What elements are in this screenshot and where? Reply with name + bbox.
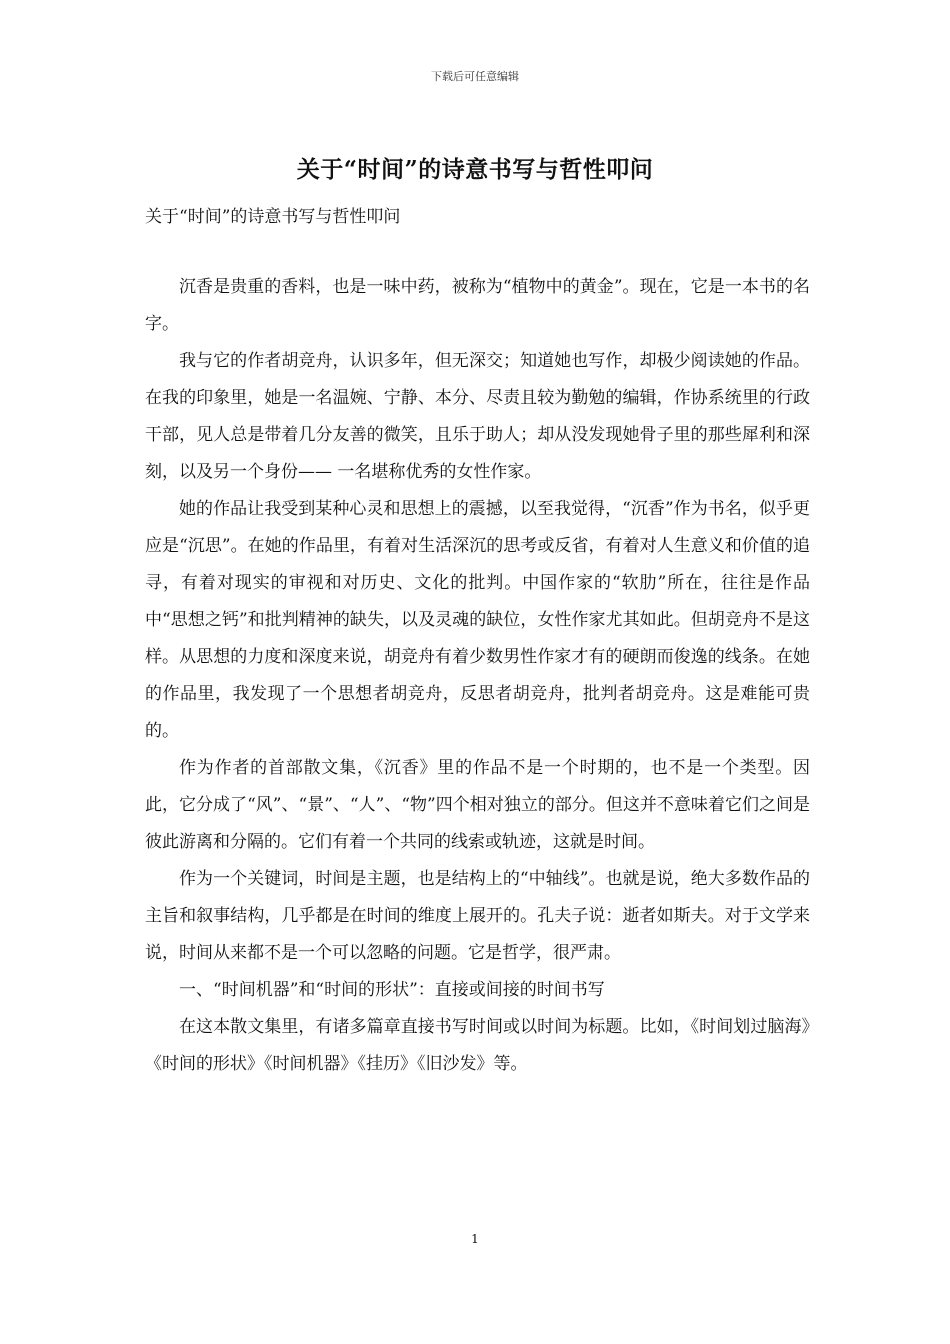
paragraph: 在这本散文集里，有诸多篇章直接书写时间或以时间为标题。比如，《时间划过脑海》《时间的形状》《时间机器》《挂历》《旧沙发》等。: [145, 1017, 810, 1074]
paragraph: 她的作品让我受到某种心灵和思想上的震撼，以至我觉得，“沉香”作为书名，似乎更应是“沉思”。在她的作品里，有着对生活深沉的思考或反省，有着对人生意义和价值的追寻，有着对现实的审视和对历史、文化的批判。中国作家的“软肋”所在，往往是作品中“思想之钙”和批判精神的缺失，以及灵魂的缺位，女性作家尤其如此。但胡竞舟不是这样。从思想的力度和深度来说，胡竞舟有着少数男性作家才有的硬朗而俊逸的线条。在她的作品里，我发现了一个思想者胡竞舟，反思者胡竞舟，批判者胡竞舟。这是难能可贵的。: [145, 499, 810, 741]
header-note: 下载后可任意编辑: [431, 70, 519, 83]
document-subtitle: 关于“时间”的诗意书写与哲性叩问: [145, 207, 401, 227]
page-number: 1: [471, 1232, 479, 1246]
document-title: 关于“时间”的诗意书写与哲性叩问: [296, 156, 654, 183]
paragraph: 沉香是贵重的香料，也是一味中药，被称为“植物中的黄金”。现在，它是一本书的名字。: [145, 277, 810, 334]
paragraph: 我与它的作者胡竞舟，认识多年，但无深交；知道她也写作，却极少阅读她的作品。在我的印象里，她是一名温婉、宁静、本分、尽责且较为勤勉的编辑，作协系统里的行政干部，见人总是带着几分友善的微笑，且乐于助人；却从没发现她骨子里的那些犀利和深刻，以及另一个身份—— 一名堪称优秀的女性作家。: [145, 351, 810, 482]
body-text: [145, 269, 810, 1083]
paragraph: 作为作者的首部散文集，《沉香》里的作品不是一个时期的，也不是一个类型。因此，它分成了“风”、“景”、“人”、“物”四个相对独立的部分。但这并不意味着它们之间是彼此游离和分隔的。它们有着一个共同的线索或轨迹，这就是时间。: [145, 758, 810, 852]
paragraph: 作为一个关键词，时间是主题，也是结构上的“中轴线”。也就是说，绝大多数作品的主旨和叙事结构，几乎都是在时间的维度上展开的。孔夫子说：逝者如斯夫。对于文学来说，时间从来都不是一个可以忽略的问题。它是哲学，很严肃。: [145, 869, 810, 963]
section-heading: 一、“时间机器”和“时间的形状”：直接或间接的时间书写: [179, 980, 605, 1000]
